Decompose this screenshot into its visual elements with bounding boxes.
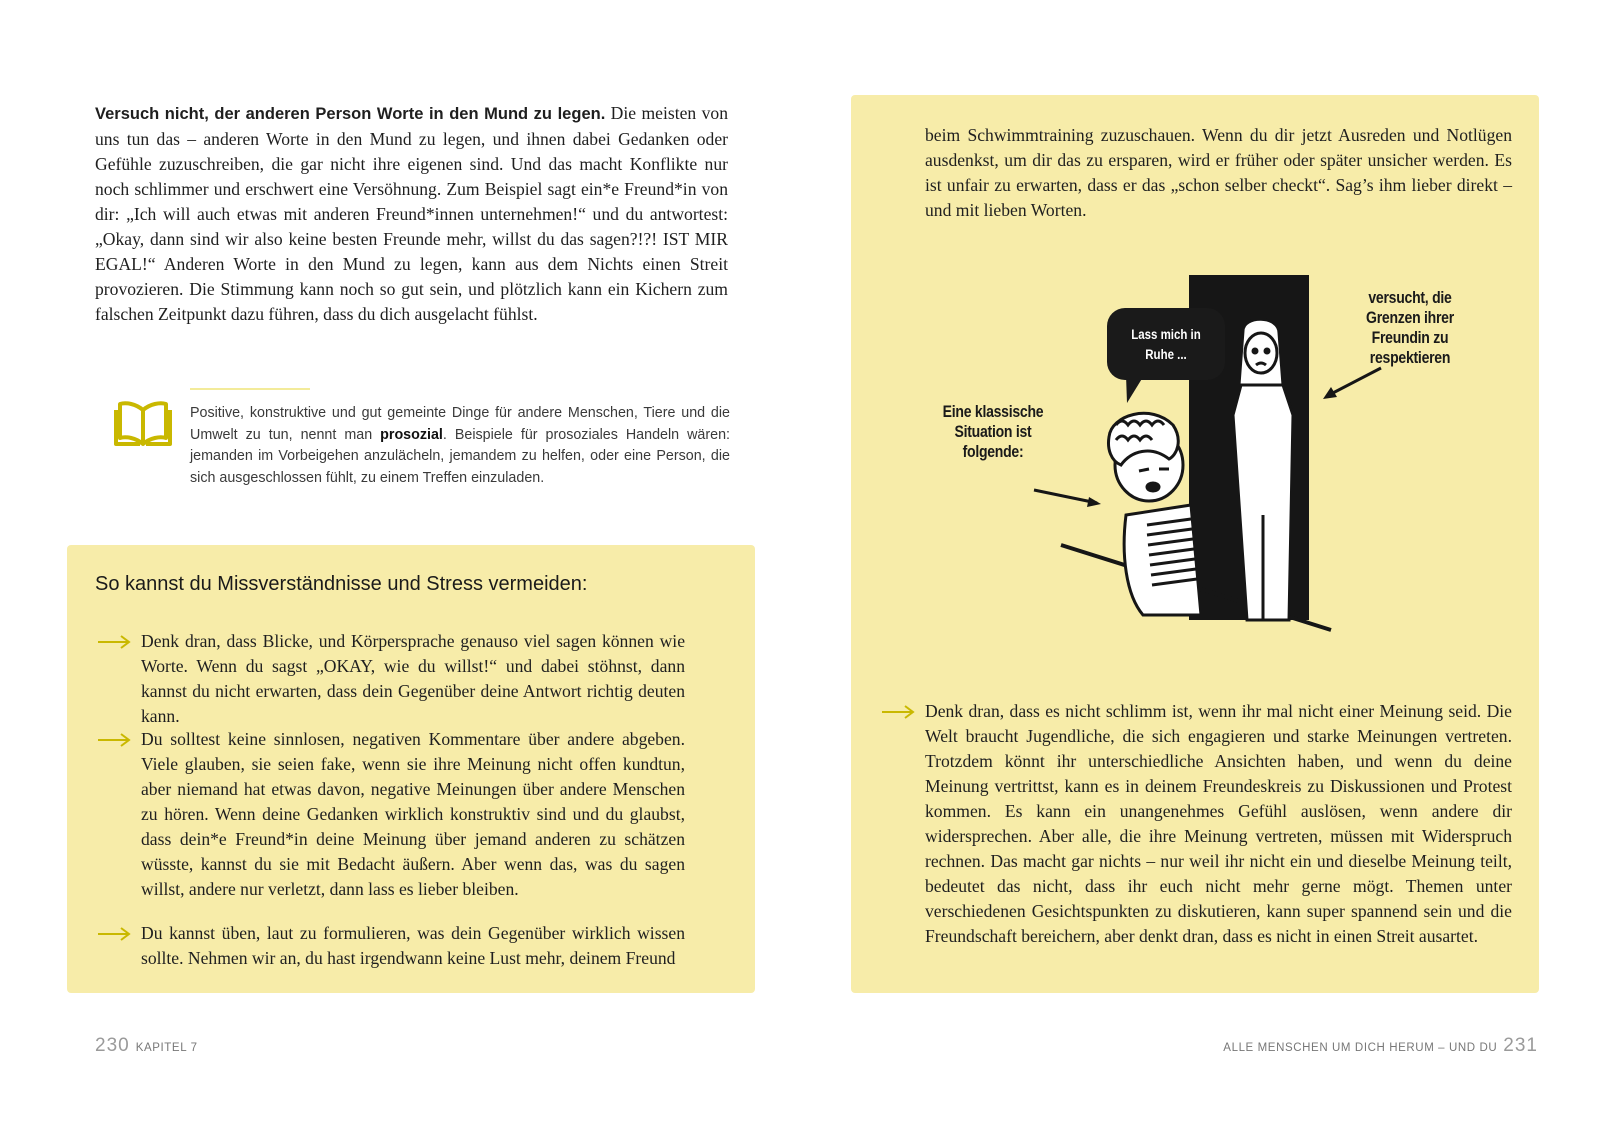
glossary-text-after: . Beispiele für prosoziales Handeln wären: jemanden im Vorbeigehen anzulächeln, jemandem zu helfen, oder eine Person, die sich ausgeschlossen fühlt, zu einem Treffen einzuladen. — [190, 426, 730, 486]
tip-item — [97, 629, 685, 729]
chapter-label: KAPITEL 7 — [135, 1042, 198, 1054]
intro-paragraph — [95, 101, 728, 327]
tip-item — [881, 699, 1512, 949]
speech-bubble-text: Lass mich in Ruhe ... — [1131, 327, 1201, 362]
arrow-right-icon — [97, 927, 131, 941]
right-footer — [1223, 1035, 1538, 1057]
glossary-text-before: Positive, konstruktive und gut gemeinte Dinge für andere Menschen, Tiere und die Umwelt zu tun, nennt man — [190, 405, 730, 443]
tip-text: Denk dran, dass es nicht schlimm ist, wenn ihr mal nicht einer Meinung seid. Die Welt braucht Jugendliche, die sich engagieren und starke Meinungen vertreten. Trotzdem könnt ihr unterschiedliche Ansichten haben, und wenn du deine Meinung vertrittst, kann es in deinem Freundeskreis zu Diskussionen und Protest kommen. Es kann ein unangenehmes Gefühl auslösen, wenn andere dir widersprechen. Aber alle, die ihre Meinung vertreten, müssen mit Widerspruch rechnen. Das macht gar nichts – nur weil ihr nicht ein und dieselbe Meinung teilt, bedeutet das nicht, dass ihr euch nicht mehr gerne mögt. Themen unter verschiedenen Gesichtspunkten zu diskutieren, kann super spannend sein und die Freundschaft bereichern, aber denkt dran, dass es nicht in einen Streit ausartet. — [925, 701, 1512, 946]
tip-text: Du solltest keine sinnlosen, negativen Kommentare über andere abgeben. Viele glauben, sie seien fake, wenn sie ihre Meinung nicht offen kundtun, aber niemand hat etwas davon, negative Meinungen über andere Menschen zu hören. Wenn deine Gedanken wirklich konstruktiv sind und du glaubst, dass dein*e Freund*in deine Meinung über jemand anderen zu schätzen wüsste, kannst du sie mit Bedacht äußern. Aber wenn das, was du sagen willst, andere nur verletzt, dann lass es lieber bleiben. — [141, 729, 685, 899]
arrow-right-icon — [881, 705, 915, 719]
intro-lead: Versuch nicht, der anderen Person Worte in den Mund zu legen. — [95, 105, 606, 123]
caption-right: versucht, die Grenzen ihrer Freundin zu respektieren — [1366, 289, 1454, 367]
caption-left: Eine klassische Situation ist folgende: — [942, 403, 1044, 461]
intro-body: Die meisten von uns tun das – anderen Worte in den Mund zu legen, und ihnen dabei Gedanken oder Gefühle zuzuschreiben, die gar nicht ihre eigenen sind. Und das macht Konflikte nur noch schlimmer und erschwert eine Versöhnung. Zum Beispiel sagt ein*e Freund*in von dir: „Ich will auch etwas mit anderen Freund*innen unternehmen!“ und du antwortest: „Okay, dann sind wir also keine besten Freunde mehr, willst du das sagen?!?! IST MIR EGAL!“ Anderen Worte in den Mund zu legen, kann aus dem Nichts einen Streit provozieren. Die Stimmung kann noch so gut sein, und plötzlich kann ein Kichern zum falschen Zeitpunkt dazu führen, dass du dich ausgelacht fühlst. — [95, 103, 728, 324]
tips-heading: So kannst du Missverständnisse und Stress vermeiden: — [95, 573, 588, 595]
illustration — [911, 275, 1491, 645]
caption-left-arrow — [1034, 490, 1097, 503]
tip-text: Du kannst üben, laut zu formulieren, was dein Gegenüber wirklich wissen sollte. Nehmen wir an, du hast irgendwann keine Lust mehr, deinem Freund — [141, 923, 685, 968]
open-book-icon — [112, 398, 174, 450]
arrow-right-icon — [97, 635, 131, 649]
chapter-label: ALLE MENSCHEN UM DICH HERUM – UND DU — [1223, 1042, 1498, 1054]
glossary-text — [190, 403, 730, 489]
glossary-term: prosozial — [380, 426, 443, 443]
tip-item — [97, 921, 685, 971]
continuation-text: beim Schwimmtraining zuzuschauen. Wenn du dir jetzt Ausreden und Notlügen ausdenkst, um dir das zu ersparen, wird er früher oder später unsicher werden. Es ist unfair zu erwarten, dass er das „schon selber checkt“. Sag’s ihm lieber direkt – und mit lieben Worten. — [925, 125, 1512, 220]
speech-bubble — [1107, 308, 1225, 380]
caption-right-arrow — [1329, 368, 1381, 395]
page-number: 230 — [95, 1035, 130, 1056]
right-page-box — [851, 95, 1539, 993]
glossary-divider — [190, 388, 310, 390]
arrow-right-icon — [97, 733, 131, 747]
tip-text: Denk dran, dass Blicke, und Körpersprache genauso viel sagen können wie Worte. Wenn du sagst „OKAY, wie du willst!“ und dabei stöhnst, dann kannst du nicht erwarten, dass dein Gegenüber deine Antwort richtig deuten kann. — [141, 631, 685, 726]
tips-box — [67, 545, 755, 993]
left-footer — [95, 1035, 198, 1057]
tip-item — [97, 727, 685, 902]
page-number: 231 — [1503, 1035, 1538, 1056]
boy-figure — [1109, 413, 1202, 615]
